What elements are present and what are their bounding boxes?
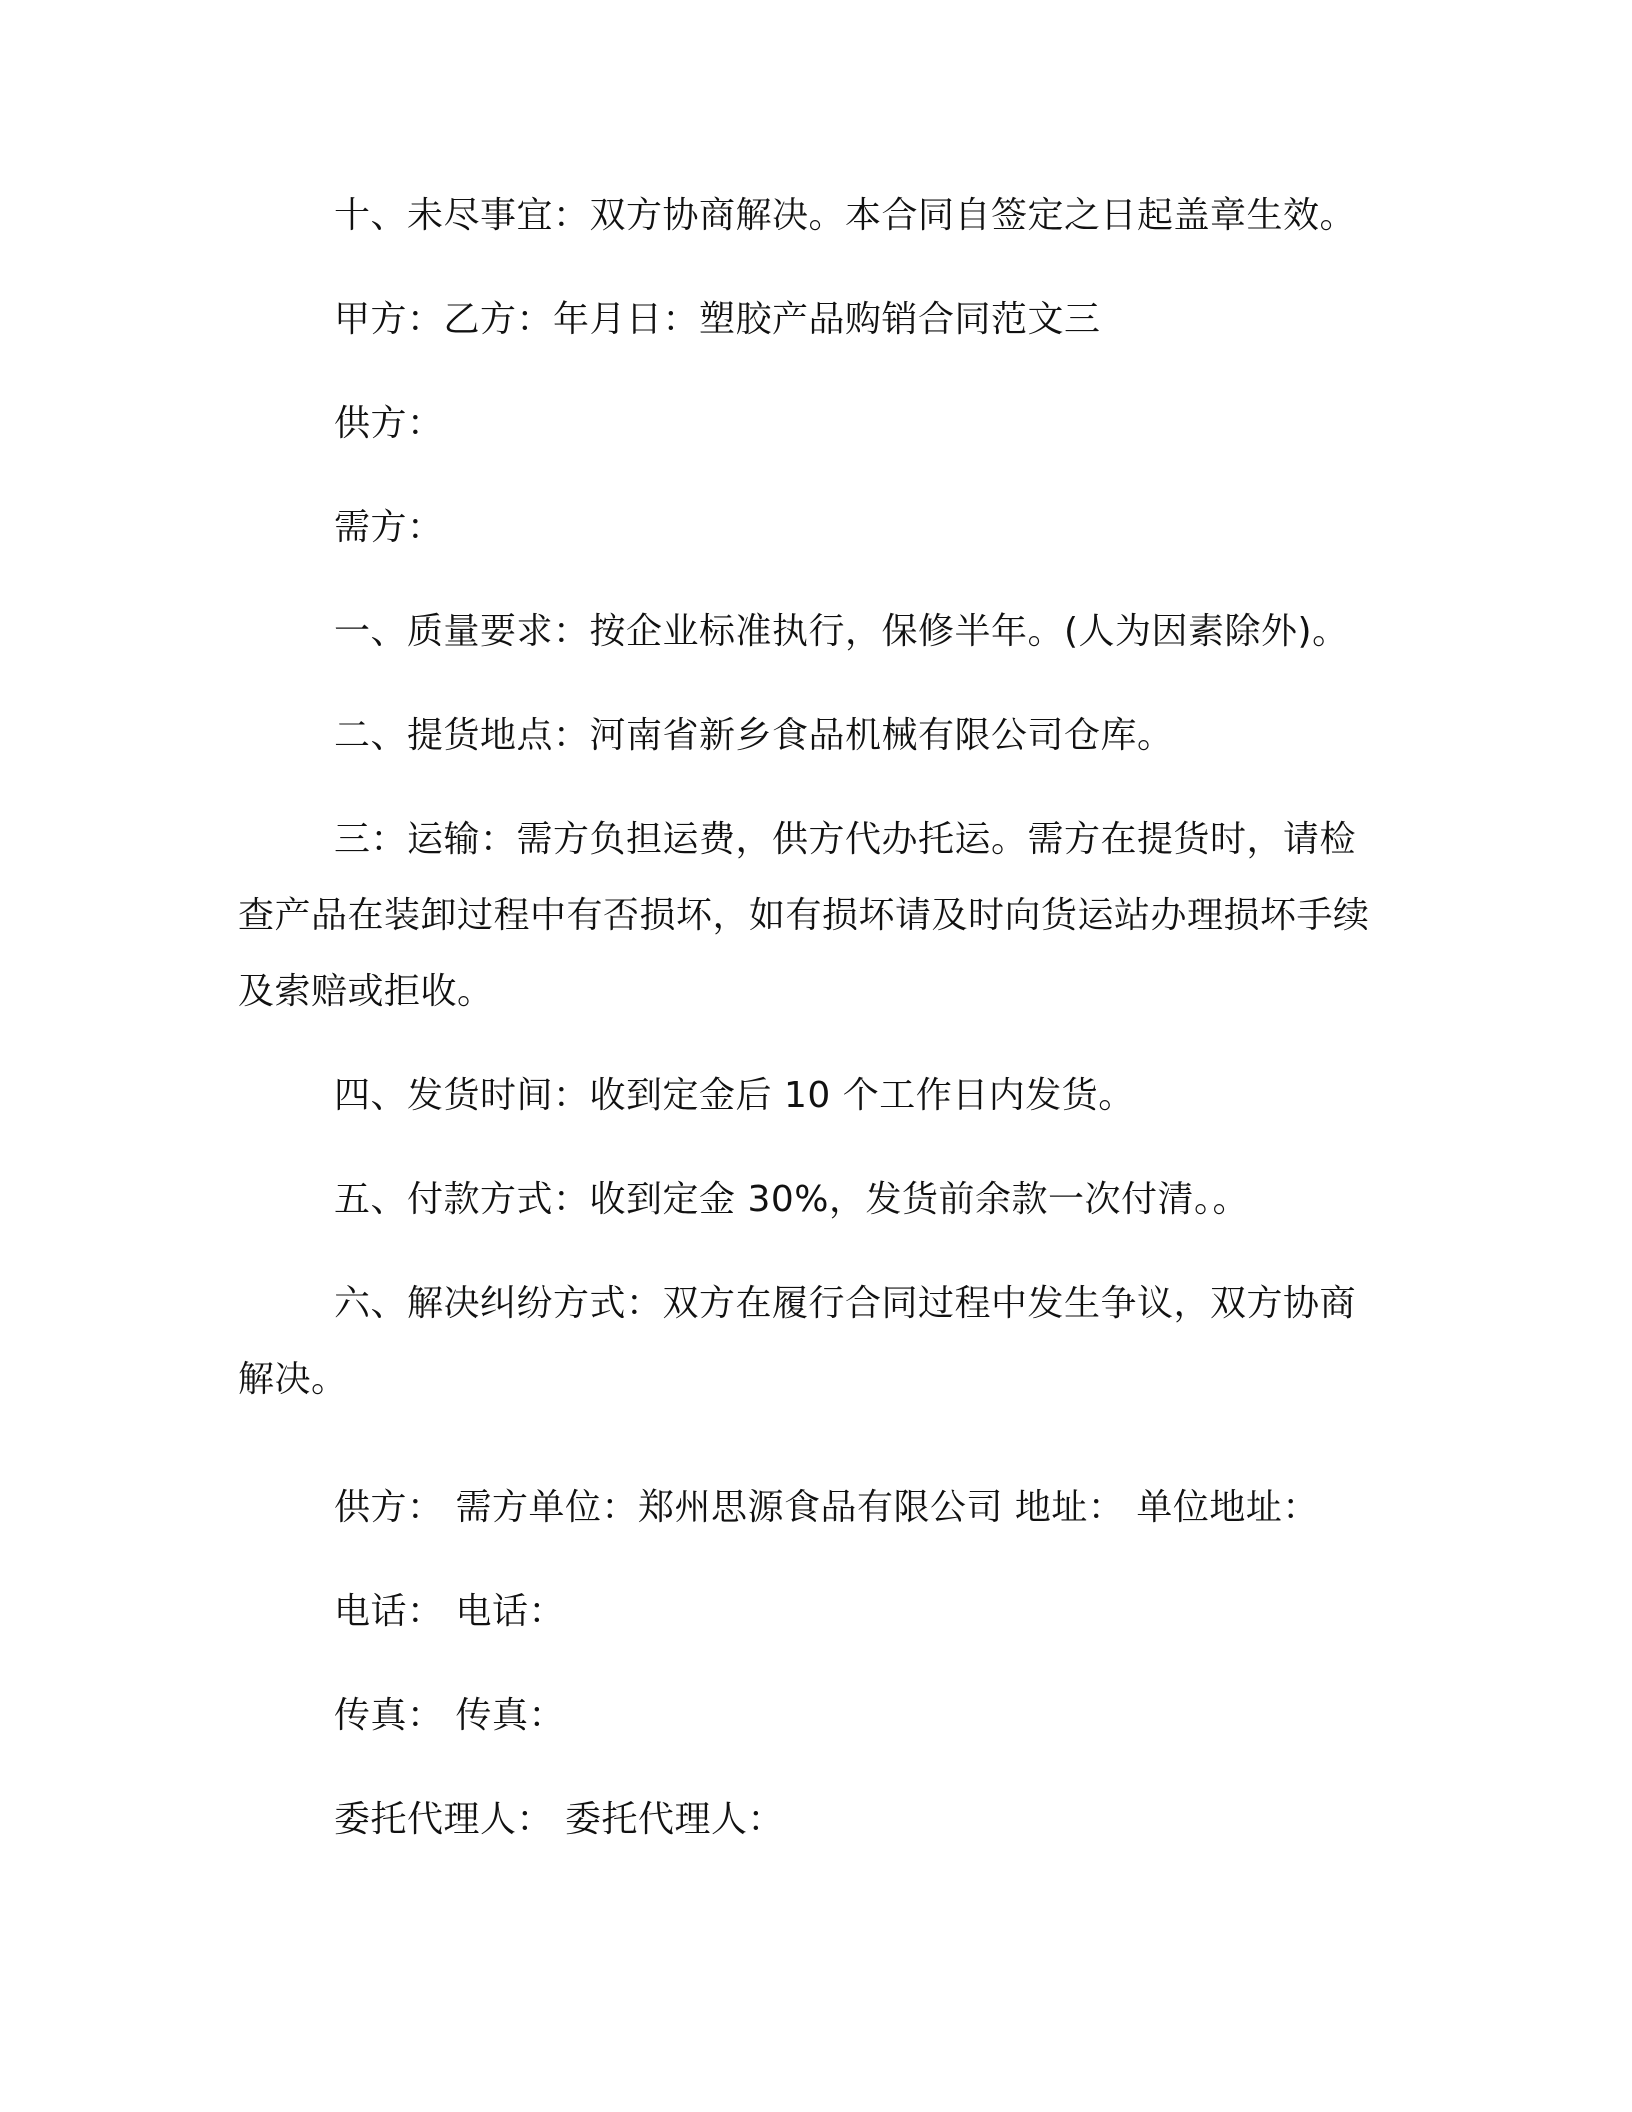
clause-ten-paragraph: 十、未尽事宜：双方协商解决。本合同自签定之日起盖章生效。 [334, 195, 1357, 236]
clause-four-delivery-paragraph: 四、发货时间：收到定金后 10 个工作日内发货。 [334, 1075, 1135, 1116]
buyer-paragraph: 需方： [334, 507, 444, 548]
clause-five-payment-paragraph: 五、付款方式：收到定金 30%，发货前余款一次付清。。 [334, 1179, 1249, 1220]
clause-two-pickup-paragraph: 二、提货地点：河南省新乡食品机械有限公司仓库。 [334, 715, 1174, 756]
phone-paragraph: 电话： 电话： [334, 1591, 565, 1632]
clause-three-transport-paragraph: 三：运输：需方负担运费，供方代办托运。需方在提货时，请检查产品在装卸过程中有否损坏，如有损坏请及时向货运站办理损坏手续及索赔或拒收。 [238, 819, 1370, 1012]
supplier-paragraph: 供方： [334, 403, 444, 444]
signature-date-title-paragraph: 甲方：乙方：年月日：塑胶产品购销合同范文三 [334, 299, 1101, 340]
agent-paragraph: 委托代理人： 委托代理人： [334, 1799, 784, 1840]
clause-one-quality-paragraph: 一、质量要求：按企业标准执行，保修半年。(人为因素除外)。 [334, 611, 1349, 652]
fax-paragraph: 传真： 传真： [334, 1695, 565, 1736]
parties-address-paragraph: 供方： 需方单位：郑州思源食品有限公司 地址： 单位地址： [334, 1487, 1319, 1528]
clause-six-dispute-paragraph: 六、解决纠纷方式：双方在履行合同过程中发生争议，双方协商解决。 [238, 1283, 1357, 1400]
